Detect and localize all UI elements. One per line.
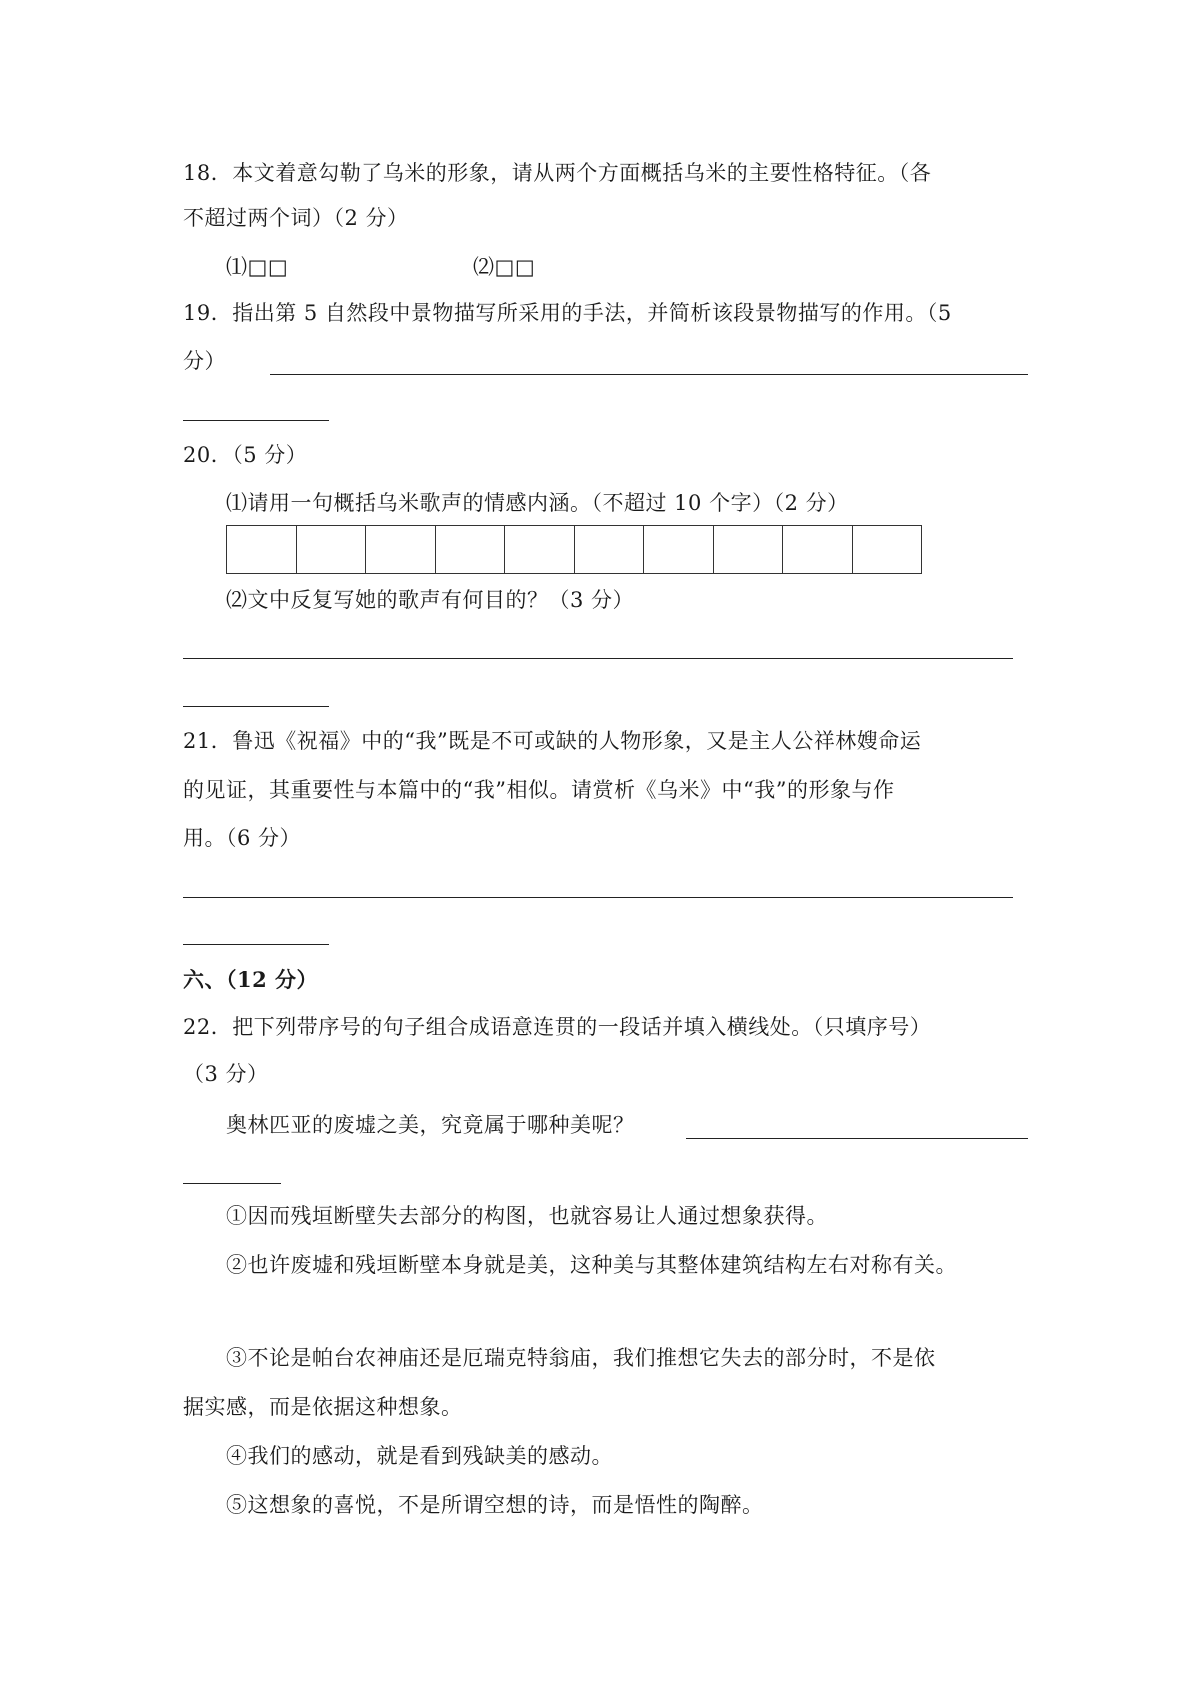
- q22-sentence-3a: ③不论是帕台农神庙还是厄瑞克特翁庙，我们推想它失去的部分时，不是依: [226, 1346, 936, 1370]
- q18-answer-1: ⑴□□: [226, 255, 289, 279]
- q22-sentence-4: ④我们的感动，就是看到残缺美的感动。: [226, 1444, 613, 1468]
- q19-answer-line[interactable]: [270, 374, 1028, 375]
- q20-answer-grid[interactable]: [226, 525, 922, 574]
- q22-sentence-3b: 据实感，而是依据这种想象。: [183, 1395, 463, 1419]
- q19-line2: 分）: [183, 349, 226, 373]
- answer-cell[interactable]: [227, 526, 297, 573]
- q20-answer-line[interactable]: [183, 658, 1013, 659]
- q22-sentence-5: ⑤这想象的喜悦，不是所谓空想的诗，而是悟性的陶醉。: [226, 1493, 764, 1517]
- answer-cell[interactable]: [297, 526, 367, 573]
- q22-sentence-1: ①因而残垣断壁失去部分的构图，也就容易让人通过想象获得。: [226, 1204, 828, 1228]
- q18-answer-2: ⑵□□: [473, 255, 536, 279]
- q22-prompt: 奥林匹亚的废墟之美，究竟属于哪种美呢？: [226, 1113, 635, 1137]
- answer-cell[interactable]: [366, 526, 436, 573]
- q21-line3: 用。（6 分）: [183, 826, 302, 850]
- q22-sentence-2: ②也许废墟和残垣断壁本身就是美，这种美与其整体建筑结构左右对称有关。: [226, 1253, 957, 1277]
- q22-line2: （3 分）: [183, 1062, 269, 1086]
- q19-answer-line-end[interactable]: [183, 420, 329, 421]
- answer-cell[interactable]: [505, 526, 575, 573]
- q21-line2: 的见证，其重要性与本篇中的“我”相似。请赏析《乌米》中“我”的形象与作: [183, 778, 895, 802]
- q22-line1: 22．把下列带序号的句子组合成语意连贯的一段话并填入横线处。（只填序号）: [183, 1015, 932, 1039]
- q20-sub2: ⑵文中反复写她的歌声有何目的？（3 分）: [226, 588, 635, 612]
- answer-cell[interactable]: [436, 526, 506, 573]
- answer-cell[interactable]: [714, 526, 784, 573]
- q22-answer-line[interactable]: [686, 1138, 1028, 1139]
- q21-answer-line[interactable]: [183, 897, 1013, 898]
- answer-cell[interactable]: [783, 526, 853, 573]
- q21-answer-line-end[interactable]: [183, 944, 329, 945]
- section-six-title: 六、（12 分）: [183, 967, 319, 992]
- q19-line1: 19．指出第 5 自然段中景物描写所采用的手法，并简析该段景物描写的作用。（5: [183, 301, 952, 325]
- answer-cell[interactable]: [575, 526, 645, 573]
- q21-line1: 21．鲁迅《祝福》中的“我”既是不可或缺的人物形象，又是主人公祥林嫂命运: [183, 729, 922, 753]
- q20-answer-line-end[interactable]: [183, 706, 329, 707]
- q22-answer-line-end[interactable]: [183, 1183, 281, 1184]
- answer-cell[interactable]: [853, 526, 923, 573]
- q18-line1: 18．本文着意勾勒了乌米的形象，请从两个方面概括乌米的主要性格特征。（各: [183, 161, 932, 185]
- answer-cell[interactable]: [644, 526, 714, 573]
- q20-sub1: ⑴请用一句概括乌米歌声的情感内涵。（不超过 10 个字）（2 分）: [226, 491, 849, 515]
- q20-heading: 20．（5 分）: [183, 443, 308, 467]
- q18-line2: 不超过两个词）（2 分）: [183, 206, 409, 230]
